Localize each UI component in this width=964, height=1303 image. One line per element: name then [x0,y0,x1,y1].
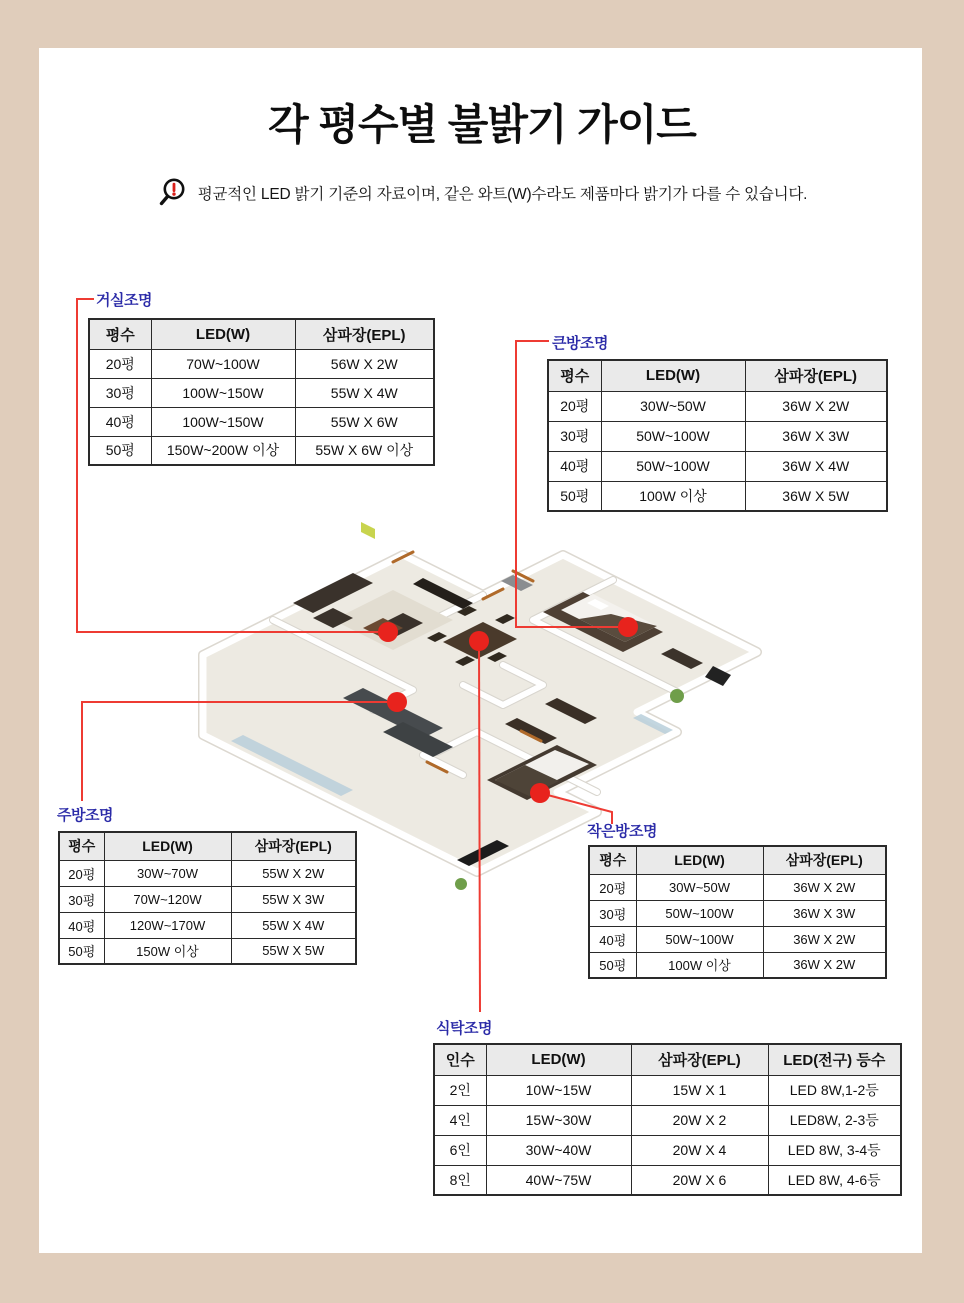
table-row [548,481,887,511]
column-header: 평수 [89,319,151,349]
table-row [434,1135,901,1165]
table-cell: 50W~100W [601,451,745,481]
table-cell: 30평 [89,378,151,407]
table-row [59,860,356,886]
table-label-smallroom: 작은방조명 [587,823,657,840]
table-cell: 20W X 6 [631,1165,768,1195]
table-cell: 70W~120W [104,886,231,912]
table-cell: 36W X 3W [745,421,887,451]
table-cell: 55W X 6W [295,407,434,436]
table-header-row [434,1044,901,1075]
table-cell: 50W~100W [636,900,763,926]
magnifier-exclamation-icon [157,176,189,210]
lighting-table-smallroom [588,845,887,979]
table-cell: 56W X 2W [295,349,434,378]
table-cell: 100W~150W [151,407,295,436]
table-cell: 36W X 2W [745,391,887,421]
table-cell: 30평 [548,421,601,451]
column-header: 삼파장(EPL) [631,1044,768,1075]
lighting-table-living [88,318,435,466]
column-header: 평수 [59,832,104,860]
table-cell: LED 8W,1-2등 [768,1075,901,1105]
lighting-table-bigroom [547,359,888,512]
table-cell: 20W X 4 [631,1135,768,1165]
lighting-table-kitchen [58,831,357,965]
table-cell: 50평 [548,481,601,511]
table-cell: 150W 이상 [104,938,231,964]
column-header: 삼파장(EPL) [745,360,887,391]
table-row [89,407,434,436]
table-header-row [89,319,434,349]
table-cell: LED8W, 2-3등 [768,1105,901,1135]
column-header: 평수 [548,360,601,391]
table-cell: 70W~100W [151,349,295,378]
table-cell: 40평 [89,407,151,436]
table-row [434,1105,901,1135]
table-cell: 2인 [434,1075,486,1105]
table-header-row [59,832,356,860]
page-title: 각 평수별 불밝기 가이드 [268,101,696,148]
table-row [434,1165,901,1195]
column-header: LED(W) [601,360,745,391]
table-cell: 40평 [589,926,636,952]
table-cell: 40평 [59,912,104,938]
column-header: LED(W) [636,846,763,874]
table-row [89,349,434,378]
table-cell: 55W X 6W 이상 [295,436,434,465]
table-row [59,886,356,912]
table-cell: 6인 [434,1135,486,1165]
table-row [589,874,886,900]
table-cell: 36W X 2W [763,926,886,952]
table-cell: 100W 이상 [636,952,763,978]
table-cell: LED 8W, 3-4등 [768,1135,901,1165]
table-cell: 50W~100W [601,421,745,451]
table-header-row [548,360,887,391]
lighting-table-dining [433,1043,902,1196]
table-cell: LED 8W, 4-6등 [768,1165,901,1195]
table-cell: 20평 [89,349,151,378]
table-cell: 40평 [548,451,601,481]
table-cell: 30W~50W [636,874,763,900]
table-cell: 50평 [89,436,151,465]
table-cell: 55W X 5W [231,938,356,964]
table-label-dining: 식탁조명 [436,1020,492,1037]
table-cell: 120W~170W [104,912,231,938]
table-row [589,952,886,978]
table-cell: 20평 [589,874,636,900]
table-cell: 50평 [589,952,636,978]
column-header: 인수 [434,1044,486,1075]
column-header: LED(전구) 등수 [768,1044,901,1075]
table-label-living: 거실조명 [96,292,152,309]
column-header: LED(W) [486,1044,631,1075]
table-row [548,391,887,421]
column-header: 삼파장(EPL) [295,319,434,349]
table-cell: 30평 [59,886,104,912]
table-row [589,900,886,926]
table-cell: 30W~70W [104,860,231,886]
table-cell: 100W 이상 [601,481,745,511]
table-cell: 50평 [59,938,104,964]
table-cell: 20평 [548,391,601,421]
table-cell: 55W X 4W [231,912,356,938]
table-label-kitchen: 주방조명 [57,807,113,824]
table-label-bigroom: 큰방조명 [552,335,608,352]
table-cell: 100W~150W [151,378,295,407]
table-row [548,421,887,451]
table-cell: 55W X 4W [295,378,434,407]
table-cell: 15W~30W [486,1105,631,1135]
table-row [89,436,434,465]
table-row [59,912,356,938]
table-cell: 20평 [59,860,104,886]
column-header: 평수 [589,846,636,874]
table-cell: 50W~100W [636,926,763,952]
table-cell: 36W X 2W [763,874,886,900]
table-cell: 8인 [434,1165,486,1195]
table-row [589,926,886,952]
table-cell: 15W X 1 [631,1075,768,1105]
table-cell: 150W~200W 이상 [151,436,295,465]
column-header: 삼파장(EPL) [763,846,886,874]
notice-text: 평균적인 LED 밝기 기준의 자료이며, 같은 와트(W)수라도 제품마다 밝기가 다를 수 있습니다. [197,186,808,203]
column-header: LED(W) [151,319,295,349]
table-cell: 30W~50W [601,391,745,421]
table-cell: 36W X 3W [763,900,886,926]
table-cell: 4인 [434,1105,486,1135]
table-cell: 40W~75W [486,1165,631,1195]
table-cell: 36W X 5W [745,481,887,511]
table-row [548,451,887,481]
table-cell: 30W~40W [486,1135,631,1165]
column-header: 삼파장(EPL) [231,832,356,860]
table-header-row [589,846,886,874]
table-row [434,1075,901,1105]
table-cell: 55W X 3W [231,886,356,912]
table-cell: 36W X 2W [763,952,886,978]
table-row [59,938,356,964]
table-cell: 10W~15W [486,1075,631,1105]
table-cell: 55W X 2W [231,860,356,886]
notice-row [0,176,964,210]
table-row [89,378,434,407]
column-header: LED(W) [104,832,231,860]
table-cell: 30평 [589,900,636,926]
table-cell: 20W X 2 [631,1105,768,1135]
table-cell: 36W X 4W [745,451,887,481]
